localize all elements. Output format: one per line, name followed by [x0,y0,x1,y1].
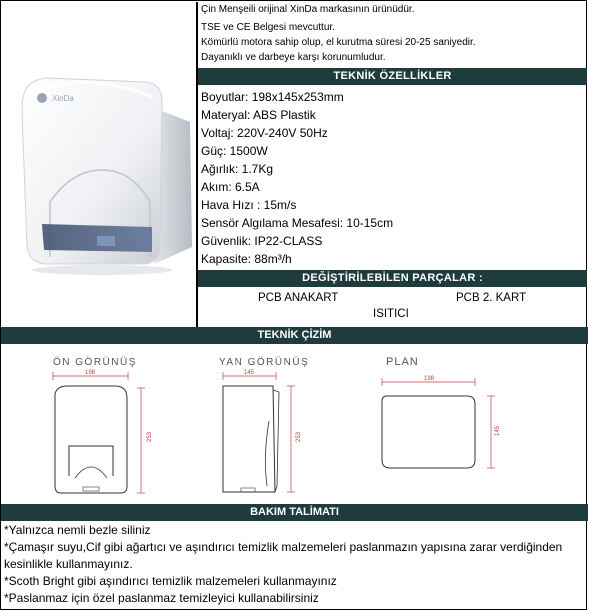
spec-dimensions: Boyutlar: 198x145x253mm [201,90,344,104]
spec-air-speed: Hava Hızı : 15m/s [201,198,297,212]
part-pcb-second: PCB 2. KART [456,292,527,304]
info-column [198,2,587,322]
maintenance-header: BAKIM TALİMATI [1,504,588,521]
side-width-dimension: 145 [244,370,255,376]
parts-row-2 [198,306,587,322]
intro-line-motor: Kömürlü motora sahip olup, el kurutma süresi 20-25 saniyedir. [201,37,476,48]
hand-dryer-image [2,2,196,327]
side-height-dimension: 253 [296,431,302,442]
part-heater: ISITICI [373,308,409,320]
maintenance-section [1,522,588,607]
parts-header: DEĞİŞTİRİLEBİLEN PARÇALAR : [198,270,587,287]
technical-drawings [1,346,588,504]
front-view [53,370,153,493]
maintenance-line-wipe: *Yalnızca nemli bezle siliniz [4,523,151,537]
intro-line-durability: Dayanıklı ve darbeye karşı korunumludur. [201,52,386,63]
front-height-dimension: 253 [147,431,153,442]
brand-logo: XinDa [52,94,74,103]
spec-power: Güç: 1500W [201,144,268,158]
maintenance-line-cleaner: *Paslanmaz için özel paslanmaz temizleyici kullanabilirsiniz [4,591,319,605]
technical-drawing-svg [1,346,588,504]
plan-width-dimension: 198 [424,376,435,382]
plan-view [382,376,501,468]
plan-view-title: PLAN [386,356,419,368]
front-width-dimension: 198 [85,370,96,376]
spec-weight: Ağırlık: 1.7Kg [201,162,274,176]
product-image-cell [2,2,198,327]
maintenance-line-scotch: *Scoth Bright gibi aşındırıcı temizlik malzemeleri kullanmayınız [4,574,337,588]
side-view-title: YAN GÖRÜNÜŞ [219,357,310,368]
part-pcb-main: PCB ANAKART [258,292,339,304]
spec-sensor-distance: Sensör Algılama Mesafesi: 10-15cm [201,216,394,230]
spec-current: Akım: 6.5A [201,180,260,194]
front-view-title: ÖN GÖRÜNÜŞ [53,357,137,368]
spec-voltage: Voltaj: 220V-240V 50Hz [201,126,328,140]
parts-row-1 [198,290,587,306]
spec-capacity: Kapasite: 88m³/h [201,252,292,266]
intro-line-certificates: TSE ve CE Belgesi mevcuttur. [201,22,335,33]
maintenance-line-bleach: *Çamaşır suyu,Cif gibi ağartıcı ve aşındırıcı temizlik malzemeleri paslanmazın yapısına zarar verdiğinden kesinlikle kullanmayınız. [4,540,563,571]
plan-depth-dimension: 145 [495,425,501,436]
spec-material: Materyal: ABS Plastik [201,108,316,122]
specs-header: TEKNİK ÖZELLİKLER [198,68,587,85]
intro-line-origin: Çin Menşeili orijinal XinDa markasının ürünüdür. [201,4,415,15]
spec-safety: Güvenlik: IP22-CLASS [201,234,323,248]
side-view [223,370,302,492]
drawing-header: TEKNİK ÇİZİM [1,327,588,344]
